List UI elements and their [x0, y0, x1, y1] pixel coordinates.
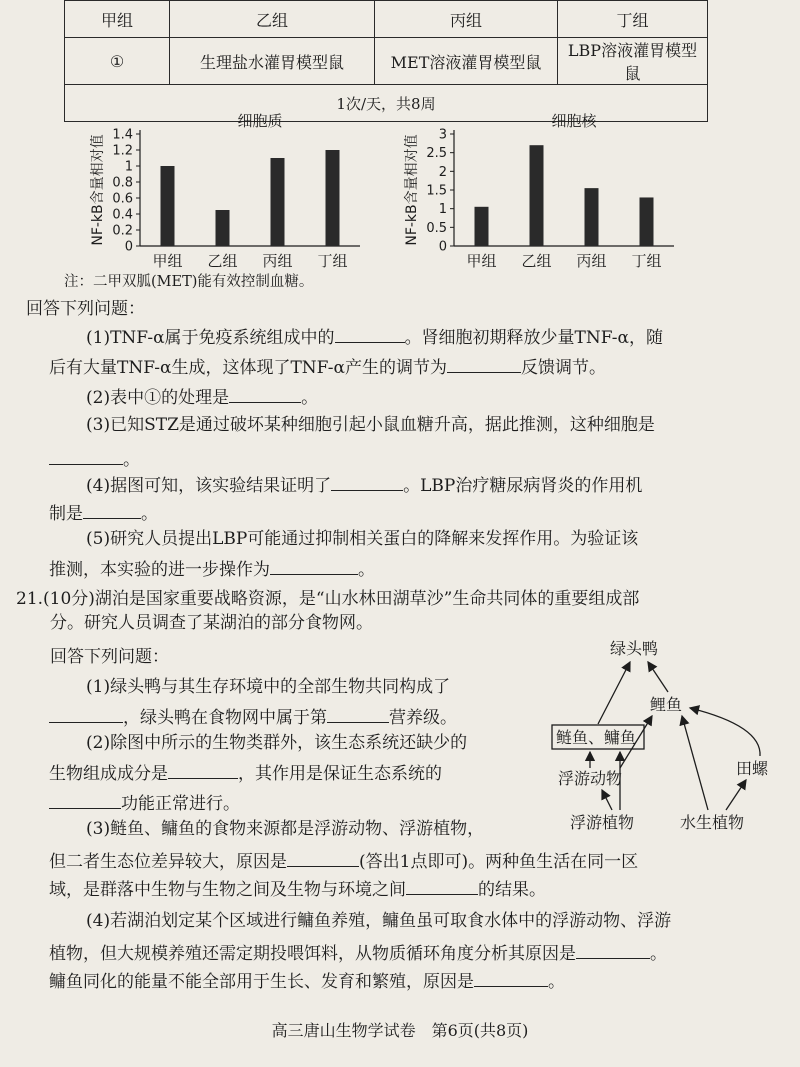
- bar: [326, 150, 340, 246]
- x-tick-label: 乙组: [521, 252, 552, 270]
- bar: [216, 210, 230, 246]
- y-tick-label: 1.2: [112, 143, 133, 159]
- answer-blank[interactable]: [49, 446, 123, 465]
- text: (2)除图中所示的生物类群外，该生态系统还缺少的: [86, 733, 468, 753]
- text: 。: [141, 504, 158, 524]
- text: (1)绿头鸭与其生存环境中的全部生物共同构成了: [86, 677, 451, 697]
- y-tick-label: 2: [438, 164, 447, 180]
- cytoplasm-bar-chart: [88, 110, 370, 272]
- text: (5)研究人员提出LBP可能通过抑制相关蛋白的降解来发挥作用。为验证该: [86, 529, 639, 549]
- q20-p3-cont: [26, 446, 800, 471]
- answer-blank[interactable]: [168, 760, 238, 779]
- text: (2)表中①的处理是: [86, 388, 230, 408]
- q21-p4-cont: [26, 940, 800, 965]
- arrow: [598, 662, 630, 724]
- q21-p4: [26, 910, 800, 932]
- text: 营养级。: [389, 708, 457, 728]
- text: 。: [548, 972, 565, 992]
- q21-p3-cont2: [26, 876, 800, 901]
- text: 鳙鱼同化的能量不能全部用于生长、发育和繁殖，原因是: [49, 972, 474, 992]
- x-tick-label: 丙组: [576, 252, 607, 270]
- text: (答出1点即可)。两种鱼生活在同一区: [359, 852, 639, 872]
- answer-blank[interactable]: [331, 472, 403, 491]
- y-tick-label: 1: [438, 202, 447, 218]
- arrow: [690, 708, 760, 756]
- y-tick-label: 3: [438, 127, 447, 143]
- table-cell: 丙组: [375, 1, 558, 38]
- page-footer: 高三唐山生物学试卷 第6页(共8页): [271, 1021, 529, 1040]
- group-table: [64, 0, 708, 122]
- chart-note: 注：二甲双胍(MET)能有效控制血糖。: [64, 274, 314, 290]
- text: 域，是群落中生物与生物之间及生物与环境之间: [49, 880, 406, 900]
- answer-blank[interactable]: [270, 556, 358, 575]
- bar: [475, 207, 489, 246]
- y-tick-label: 0.2: [112, 223, 133, 239]
- table-cell: 丁组: [558, 1, 708, 38]
- text: (4)若湖泊划定某个区域进行鳙鱼养殖，鳙鱼虽可取食水体中的浮游动物、浮游: [86, 911, 672, 931]
- y-tick-label: 0.5: [426, 220, 447, 236]
- text: 但二者生态位差异较大，原因是: [49, 852, 287, 872]
- text: 功能正常进行。: [121, 794, 240, 814]
- node-phytoplankton: 浮游植物: [570, 813, 635, 830]
- x-tick-label: 丁组: [631, 252, 662, 270]
- answer-blank[interactable]: [327, 704, 389, 723]
- x-tick-label: 甲组: [466, 252, 497, 270]
- text: (3)鲢鱼、鳙鱼的食物来源都是浮游动物、浮游植物，: [86, 819, 485, 839]
- text: (3)已知STZ是通过破坏某种细胞引起小鼠血糖升高，据此推测，这种细胞是: [86, 415, 655, 435]
- y-tick-label: 1.5: [426, 183, 447, 199]
- answer-blank[interactable]: [406, 876, 478, 895]
- table-cell: MET溶液灌胃模型鼠: [375, 38, 558, 85]
- table-frequency: 1次/天，共8周: [65, 85, 708, 122]
- q21-head: 21.(10分)湖泊是国家重要战略资源，是“山水林田湖草沙”生命共同体的重要组成部: [16, 589, 640, 609]
- q20-p1-cont: [26, 354, 800, 379]
- y-tick-label: 0.4: [112, 207, 133, 223]
- table-cell: ①: [65, 38, 170, 85]
- q20-p1: [26, 324, 800, 349]
- text: ，绿头鸭在食物网中属于第: [123, 708, 327, 728]
- table-header-row: [65, 1, 708, 38]
- node-carp: 鲤鱼: [650, 695, 683, 714]
- answer-blank[interactable]: [83, 500, 141, 519]
- q20-intro: 回答下列问题：: [26, 299, 145, 319]
- table-cell: LBP溶液灌胃模型鼠: [558, 38, 708, 85]
- arrow: [726, 780, 746, 810]
- text: 。LBP治疗糖尿病肾炎的作用机: [403, 476, 643, 496]
- answer-blank[interactable]: [576, 940, 650, 959]
- food-web-diagram: [540, 630, 790, 830]
- answer-blank[interactable]: [287, 848, 359, 867]
- text: 。肾细胞初期释放少量TNF-α，随: [404, 328, 664, 348]
- text: 反馈调节。: [520, 358, 606, 378]
- text: 。: [123, 450, 140, 470]
- y-tick-label: 0.8: [112, 175, 133, 191]
- arrow: [682, 716, 708, 810]
- table-cell: 生理盐水灌胃模型鼠: [170, 38, 375, 85]
- x-tick-label: 丁组: [317, 252, 348, 270]
- x-tick-label: 甲组: [152, 252, 183, 270]
- answer-blank[interactable]: [49, 704, 123, 723]
- arrow: [648, 662, 668, 692]
- answer-blank[interactable]: [229, 384, 301, 403]
- q20-p5: [26, 528, 800, 550]
- text: 植物，但大规模养殖还需定期投喂饵料，从物质循环角度分析其原因是: [49, 944, 576, 964]
- answer-blank[interactable]: [474, 968, 548, 987]
- chart-title: 细胞核: [551, 112, 597, 130]
- table-row: [65, 38, 708, 85]
- text: 后有大量TNF-α生成，这体现了TNF-α产生的调节为: [49, 358, 447, 378]
- y-axis-label: NF-kB含量相对值: [90, 134, 106, 246]
- table-cell: 乙组: [170, 1, 375, 38]
- x-tick-label: 乙组: [207, 252, 238, 270]
- q20-p5-cont: [26, 556, 800, 581]
- text: 。: [358, 560, 375, 580]
- q21-p4-cont2: [26, 968, 800, 993]
- q20-p4-cont: [26, 500, 800, 525]
- y-tick-label: 0.6: [112, 191, 133, 207]
- answer-blank[interactable]: [447, 354, 521, 373]
- q20-p3: [26, 414, 800, 436]
- q21-head-cont: 分。研究人员调查了某湖泊的部分食物网。: [50, 613, 373, 633]
- table-cell: 甲组: [65, 1, 170, 38]
- q20-p2: [26, 384, 800, 409]
- y-tick-label: 1: [124, 159, 133, 175]
- q20-p4: [26, 472, 800, 497]
- node-aquatic-plant: 水生植物: [680, 813, 745, 830]
- answer-blank[interactable]: [49, 790, 121, 809]
- text: 。: [301, 388, 319, 408]
- node-silver-bighead: 鲢鱼、鳙鱼: [556, 728, 637, 747]
- text: 生物组成成分是: [49, 764, 168, 784]
- text: 制是: [49, 504, 83, 524]
- x-tick-label: 丙组: [262, 252, 293, 270]
- nucleus-bar-chart: [402, 110, 684, 272]
- q21-intro: 回答下列问题：: [50, 647, 169, 667]
- y-tick-label: 0: [124, 239, 133, 255]
- bar: [271, 158, 285, 246]
- y-tick-label: 0: [438, 239, 447, 255]
- bar: [530, 145, 544, 246]
- bar: [585, 188, 599, 246]
- y-axis-label: NF-kB含量相对值: [404, 134, 420, 246]
- text: (1)TNF-α属于免疫系统组成中的: [86, 328, 335, 348]
- text: 推测，本实验的进一步操作为: [49, 560, 270, 580]
- y-tick-label: 2.5: [426, 146, 447, 162]
- q21-p3-cont: [26, 848, 800, 873]
- node-snail: 田螺: [736, 759, 769, 778]
- text: (4)据图可知，该实验结果证明了: [86, 476, 332, 496]
- chart-title: 细胞质: [237, 112, 283, 130]
- node-mallard: 绿头鸭: [610, 639, 659, 658]
- bar: [161, 166, 175, 246]
- bar: [640, 197, 654, 246]
- text: 的结果。: [478, 880, 546, 900]
- answer-blank[interactable]: [335, 324, 405, 343]
- text: 。: [650, 944, 667, 964]
- y-tick-label: 1.4: [112, 127, 133, 143]
- node-zooplankton: 浮游动物: [558, 769, 623, 788]
- text: ，其作用是保证生态系统的: [238, 764, 442, 784]
- arrow: [602, 790, 612, 810]
